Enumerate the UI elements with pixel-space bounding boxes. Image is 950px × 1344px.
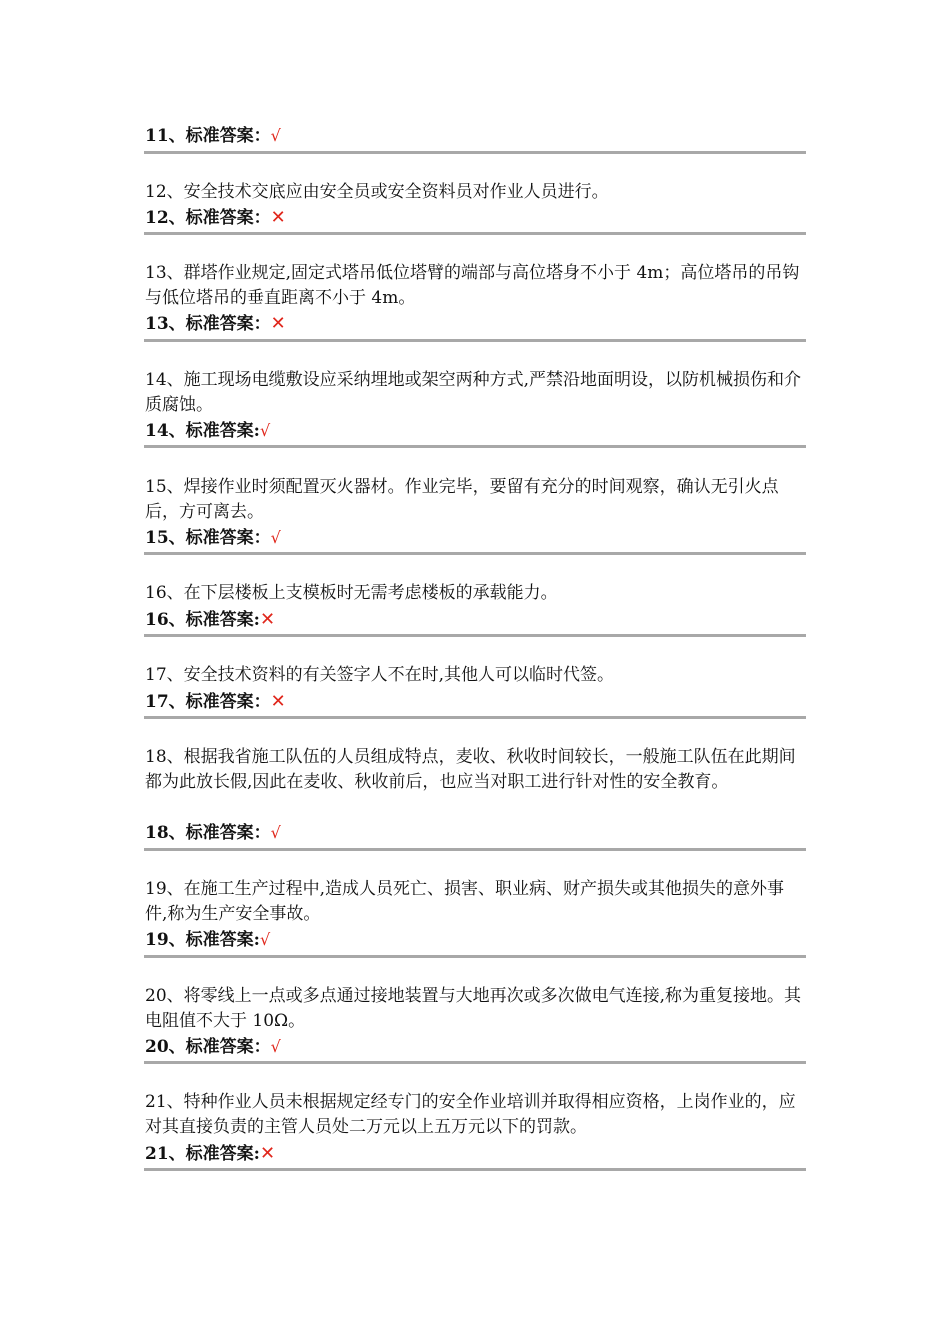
- answer-label: 、标准答案：: [168, 208, 271, 228]
- cross-mark-icon: ✕: [270, 691, 286, 712]
- item-number: 12: [145, 182, 167, 202]
- question-body: 、安全技术资料的有关签字人不在时,其他人可以临时代签。: [166, 665, 615, 685]
- check-mark-icon: √: [270, 823, 281, 842]
- question-body: 、焊接作业时须配置灭火器材。作业完毕，要留有充分的时间观察，确认无引火点后，方可离去。: [145, 477, 779, 522]
- question-body: 、将零线上一点或多点通过接地装置与大地再次或多次做电气连接,称为重复接地。其电阻值不大于 10Ω。: [145, 986, 802, 1031]
- question-body: 、特种作业人员未根据规定经专门的安全作业培训并取得相应资格，上岗作业的，应对其直接负责的主管人员处二万元以上五万元以下的罚款。: [145, 1092, 796, 1137]
- check-mark-icon: √: [270, 126, 281, 145]
- cross-mark-icon: ✕: [270, 313, 286, 334]
- question-text: [145, 1090, 805, 1139]
- answer-label: 、标准答案：: [168, 1037, 271, 1057]
- question-body: 、安全技术交底应由安全员或安全资料员对作业人员进行。: [166, 182, 609, 202]
- question-body: 、在施工生产过程中,造成人员死亡、损害、职业病、财产损失或其他损失的意外事件,称为生产安全事故。: [145, 879, 785, 924]
- item-number: 18: [145, 747, 167, 767]
- answer-line: [145, 527, 805, 549]
- question-text: [145, 581, 805, 606]
- item-number: 12: [145, 208, 169, 228]
- question-body: 、施工现场电缆敷设应采纳埋地或架空两种方式,严禁沿地面明设，以防机械损伤和介质腐蚀。: [145, 370, 802, 415]
- answer-line: [145, 1143, 805, 1165]
- answer-line: [145, 207, 805, 229]
- answer-line: [145, 1036, 805, 1058]
- divider: [144, 848, 806, 851]
- item-number: 19: [145, 879, 167, 899]
- item-number: 18: [145, 823, 169, 843]
- item-number: 14: [145, 370, 167, 390]
- cross-mark-icon: ✕: [270, 207, 286, 228]
- item-number: 20: [145, 1037, 169, 1057]
- check-mark-icon: √: [259, 421, 271, 440]
- question-body: 、根据我省施工队伍的人员组成特点，麦收、秋收时间较长，一般施工队伍在此期间都为此放长假,因此在麦收、秋收前后，也应当对职工进行针对性的安全教育。: [145, 747, 796, 792]
- answer-line: [145, 125, 805, 147]
- item-number: 16: [145, 610, 169, 630]
- item-number: 15: [145, 528, 169, 548]
- item-number: 17: [145, 692, 169, 712]
- divider: [144, 151, 806, 154]
- divider: [144, 1061, 806, 1064]
- divider: [144, 445, 806, 448]
- answer-label: 、标准答案:: [168, 421, 260, 441]
- question-text: [145, 180, 805, 205]
- answer-line: [145, 929, 805, 951]
- divider: [144, 1168, 806, 1171]
- answer-label: 、标准答案:: [168, 930, 260, 950]
- question-text: [145, 261, 805, 310]
- item-number: 21: [145, 1144, 169, 1164]
- item-number: 20: [145, 986, 167, 1006]
- item-number: 11: [145, 126, 169, 146]
- answer-line: [145, 420, 805, 442]
- divider: [144, 552, 806, 555]
- divider: [144, 232, 806, 235]
- answer-label: 、标准答案:: [168, 610, 260, 630]
- item-number: 16: [145, 583, 167, 603]
- answer-label: 、标准答案：: [168, 126, 271, 146]
- answer-line: [145, 609, 805, 631]
- answer-label: 、标准答案：: [168, 528, 271, 548]
- item-number: 19: [145, 930, 169, 950]
- cross-mark-icon: ✕: [259, 1143, 276, 1164]
- answer-line: [145, 313, 805, 335]
- check-mark-icon: √: [270, 1037, 281, 1056]
- question-text: [145, 745, 805, 794]
- question-body: 、在下层楼板上支模板时无需考虑楼板的承载能力。: [166, 583, 558, 603]
- divider: [144, 634, 806, 637]
- divider: [144, 955, 806, 958]
- question-text: [145, 475, 805, 524]
- item-number: 15: [145, 477, 167, 497]
- question-text: [145, 984, 805, 1033]
- question-text: [145, 663, 805, 688]
- answer-line: [145, 822, 805, 844]
- question-text: [145, 368, 805, 417]
- check-mark-icon: √: [270, 528, 281, 547]
- answer-label: 、标准答案：: [168, 314, 271, 334]
- answer-label: 、标准答案：: [168, 823, 271, 843]
- answer-label: 、标准答案：: [168, 692, 271, 712]
- divider: [144, 339, 806, 342]
- question-text: [145, 877, 805, 926]
- item-number: 21: [145, 1092, 167, 1112]
- answer-label: 、标准答案:: [168, 1144, 260, 1164]
- item-number: 13: [145, 263, 167, 283]
- item-number: 17: [145, 665, 167, 685]
- question-body: 、群塔作业规定,固定式塔吊低位塔臂的端部与高位塔身不小于 4m；高位塔吊的吊钩与低位塔吊的垂直距离不小于 4m。: [145, 263, 800, 308]
- answer-line: [145, 691, 805, 713]
- cross-mark-icon: ✕: [259, 609, 276, 630]
- item-number: 14: [145, 421, 169, 441]
- check-mark-icon: √: [259, 930, 271, 949]
- divider: [144, 716, 806, 719]
- item-number: 13: [145, 314, 169, 334]
